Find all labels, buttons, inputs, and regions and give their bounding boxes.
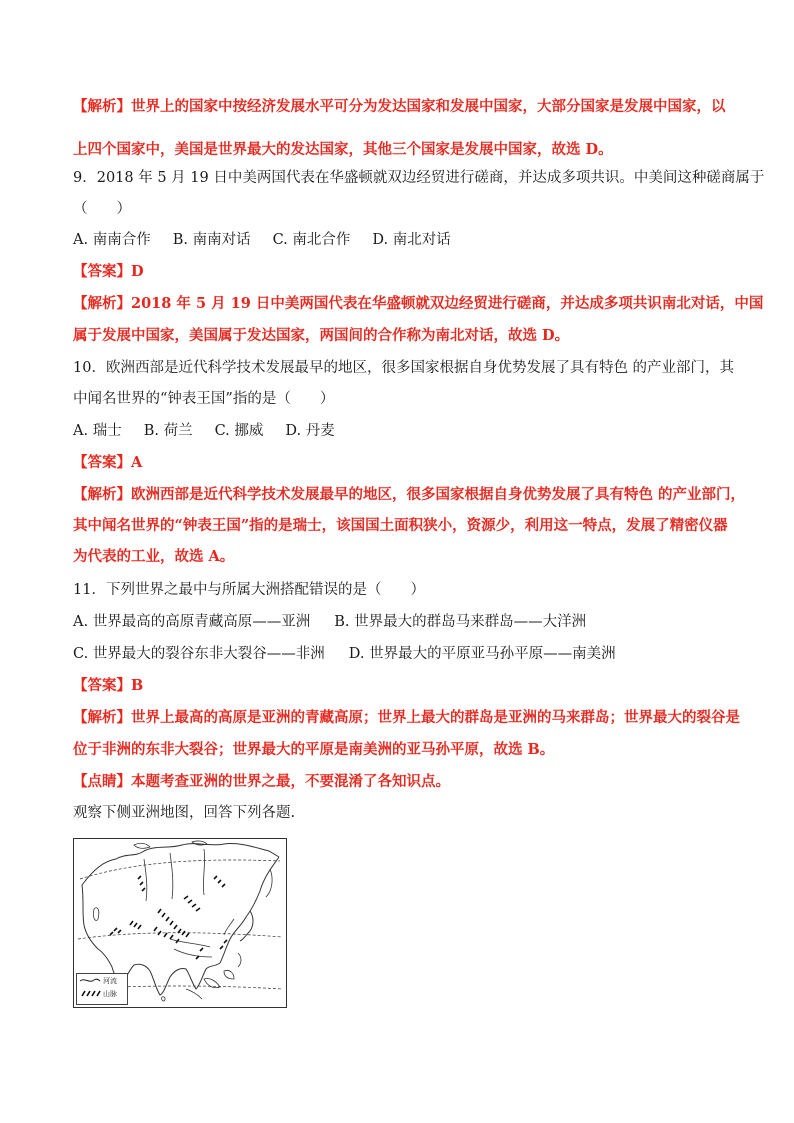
legend-river xyxy=(77,974,127,987)
q10-option-c: C. 挪威 xyxy=(214,423,264,439)
q9-options xyxy=(73,230,451,250)
answer-value: A xyxy=(131,454,143,471)
q9-stem-line-1: 9．2018 年 5 月 19 日中美两国代表在华盛顿就双边经贸进行磋商，并达成多项共识。中美间这种磋商属于 xyxy=(73,170,765,186)
q11-options-row-1 xyxy=(73,612,586,632)
legend-mountain xyxy=(77,987,127,1000)
q11-explain-line-2: 位于非洲的东非大裂谷；世界最大的平原是南美洲的亚马孙平原，故选 B。 xyxy=(73,741,555,758)
answer-tag: 【答案】 xyxy=(73,263,131,280)
explain-text: 欧洲西部是近代科学技术发展最早的地区，很多国家根据自身优势发展了具有特色 的产业部门， xyxy=(131,486,746,503)
asia-map-figure xyxy=(73,838,287,1008)
q10-answer xyxy=(73,453,142,473)
point-tag: 【点睛】 xyxy=(73,773,131,790)
q10-option-b: B. 荷兰 xyxy=(143,423,193,439)
map-legend xyxy=(76,973,128,1005)
q11-stem: 11．下列世界之最中与所属大洲搭配错误的是（ ） xyxy=(73,582,425,598)
q11-option-d: D. 世界最大的平原亚马孙平原——南美洲 xyxy=(348,646,616,662)
q11-answer xyxy=(73,676,143,696)
point-text: 本题考查亚洲的世界之最，不要混淆了各知识点。 xyxy=(131,773,450,790)
prev-explain-line-2: 上四个国家中，美国是世界最大的发达国家，其他三个国家是发展中国家，故选 D。 xyxy=(73,141,613,158)
q9-option-d: D. 南北对话 xyxy=(372,232,451,248)
q10-explain-line-1 xyxy=(73,485,745,505)
legend-mountain-label: 山脉 xyxy=(103,990,117,998)
q11-explain-line-1 xyxy=(73,708,740,728)
q11-option-a: A. 世界最高的高原青藏高原——亚洲 xyxy=(73,614,311,630)
q10-explain-line-3: 为代表的工业，故选 A。 xyxy=(73,548,235,565)
q11-option-c: C. 世界最大的裂谷东非大裂谷——非洲 xyxy=(73,646,325,662)
answer-tag: 【答案】 xyxy=(73,677,131,694)
map-intro: 观察下侧亚洲地图，回答下列各题. xyxy=(73,805,296,821)
q10-explain-line-2: 其中闻名世界的“钟表王国”指的是瑞士，该国国土面积狭小，资源少，利用这一特点，发展了精密仪器 xyxy=(73,517,728,534)
q10-options xyxy=(73,421,335,441)
q10-option-a: A. 瑞士 xyxy=(73,423,122,439)
q9-stem-line-2: （ ） xyxy=(73,201,131,217)
explain-text: 2018 年 5 月 19 日中美两国代表在华盛顿就双边经贸进行磋商，并达成多项共识南北对话，中国 xyxy=(131,295,764,312)
explain-tag: 【解析】 xyxy=(73,486,131,503)
mountain-symbol-icon xyxy=(79,987,101,999)
q9-option-c: C. 南北合作 xyxy=(272,232,351,248)
q9-explain-line-1 xyxy=(73,294,763,314)
legend-river-label: 河流 xyxy=(103,977,117,985)
river-symbol-icon xyxy=(79,974,101,986)
answer-value: D xyxy=(131,263,144,280)
prev-explain-line-1 xyxy=(73,97,726,117)
explain-tag: 【解析】 xyxy=(73,295,131,312)
q11-options-row-2 xyxy=(73,644,616,664)
q10-stem-line-1: 10．欧洲西部是近代科学技术发展最早的地区，很多国家根据自身优势发展了具有特色 的产业部门，其 xyxy=(73,360,735,376)
q11-option-b: B. 世界最大的群岛马来群岛——大洋洲 xyxy=(334,614,587,630)
q11-point xyxy=(73,772,450,792)
q10-option-d: D. 丹麦 xyxy=(285,423,335,439)
explain-tag: 【解析】 xyxy=(73,709,131,726)
q9-answer xyxy=(73,262,144,282)
answer-tag: 【答案】 xyxy=(73,454,131,471)
explain-text: 世界上的国家中按经济发展水平可分为发达国家和发展中国家，大部分国家是发展中国家，以 xyxy=(131,98,726,115)
q9-option-b: B. 南南对话 xyxy=(172,232,251,248)
q9-option-a: A. 南南合作 xyxy=(73,232,151,248)
explain-text: 世界上最高的高原是亚洲的青藏高原；世界上最大的群岛是亚洲的马来群岛；世界最大的裂谷是 xyxy=(131,709,740,726)
answer-value: B xyxy=(131,677,144,694)
explain-tag: 【解析】 xyxy=(73,98,131,115)
q9-explain-line-2: 属于发展中国家，美国属于发达国家，两国间的合作称为南北对话，故选 D。 xyxy=(73,327,570,344)
q10-stem-line-2: 中闻名世界的“钟表王国”指的是（ ） xyxy=(73,391,335,407)
